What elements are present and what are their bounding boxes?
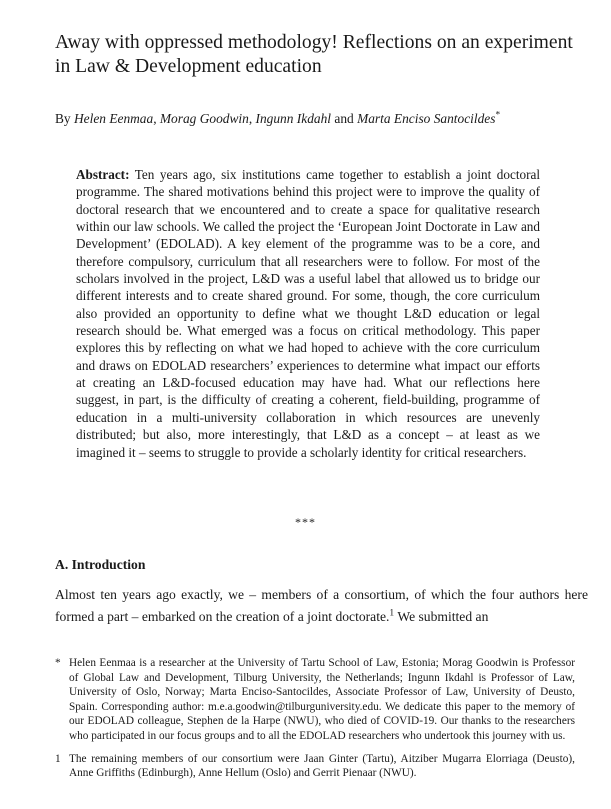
author-separator: , xyxy=(248,111,256,126)
footnote-mark: * xyxy=(55,657,61,669)
author-and: and xyxy=(334,111,354,126)
author-line xyxy=(55,110,585,128)
footnote-text: Helen Eenmaa is a researcher at the University of Tartu School of Law, Estonia; Morag Goodwin is Professor of Global Law and Development, Tilburg University, the Netherlands; Ingunn Ikdahl is Professor of Law, University of Oslo, Norway; Marta Enciso-Santocildes, Associate Professor of Law, University of Deusto, Spain. Corresponding author: m.e.a.goodwin@tilburguniversity.edu. We dedicate this paper to the memory of our EDOLAD colleague, Stephen de la Harpe (NWU), who died of COVID-19. Our thanks to the researchers who participated in our focus groups and to all the EDOLAD researchers who undertook this journey with us. xyxy=(69,657,575,742)
footnote-text: The remaining members of our consortium were Jaan Ginter (Tartu), Aitziber Mugarra Elorriaga (Deusto), Anne Griffiths (Edinburgh), Anne Hellum (Oslo) and Gerrit Pienaar (NWU). xyxy=(69,752,575,780)
author-name: Morag Goodwin xyxy=(159,111,249,126)
paper-title: Away with oppressed methodology! Reflections on an experiment in Law & Development education xyxy=(55,32,573,77)
section-separator: *** xyxy=(295,515,316,529)
footnotes xyxy=(55,656,575,789)
author-name: Marta Enciso Santocildes xyxy=(357,111,496,126)
footnote-mark: 1 xyxy=(55,752,61,765)
abstract-text: Ten years ago, six institutions came together to establish a joint doctoral programme. The shared motivations behind this project were to improve the quality of doctoral research that we encountered and to create a space for qualitative research within our law schools. We called the project the ‘European Joint Doctorate in Law and Development’ (EDOLAD). A key element of the programme was to be a core, and therefore compulsory, curriculum that all researchers were to follow. For most of the scholars involved in the project, L&D was a useful label that allowed us to bridge our different interests and to create shared ground. For some, though, the core curriculum also provided an opportunity to define what we thought L&D education or legal research should be. What emerged was a focus on critical methodology. This paper explores this by reflecting on what we had hoped to achieve with the core curriculum and draws on EDOLAD researchers’ experiences to determine what impact our efforts at creating an L&D-focused education may have had. What our reflections here suggest, in part, is the difficulty of creating a coherent, field-building, programme of education in a multi-university collaboration in which resources are unevenly distributed; but also, more interestingly, that L&D as a concept – at least as we imagined it – seems to struggle to provide a scholarly identity for critical researchers. xyxy=(76,167,540,460)
abstract xyxy=(76,166,540,461)
intro-paragraph xyxy=(55,584,588,627)
intro-text-end: We submitted an xyxy=(394,608,489,624)
author-footnote-mark[interactable]: * xyxy=(495,110,501,121)
footnote xyxy=(55,656,575,744)
author-name: Helen Eenmaa xyxy=(74,111,154,126)
section-heading: A. Introduction xyxy=(55,557,146,572)
abstract-label: Abstract: xyxy=(76,167,130,182)
footnote xyxy=(55,752,575,781)
footnote-ref[interactable]: 1 xyxy=(389,607,395,618)
author-separator: , xyxy=(153,111,160,126)
intro-text: Almost ten years ago exactly, we – members of a consortium, of which the four authors here formed a part – embarked on the creation of a joint doctorate. xyxy=(55,587,588,624)
by-label: By xyxy=(55,111,71,126)
author-name: Ingunn Ikdahl xyxy=(255,111,332,126)
